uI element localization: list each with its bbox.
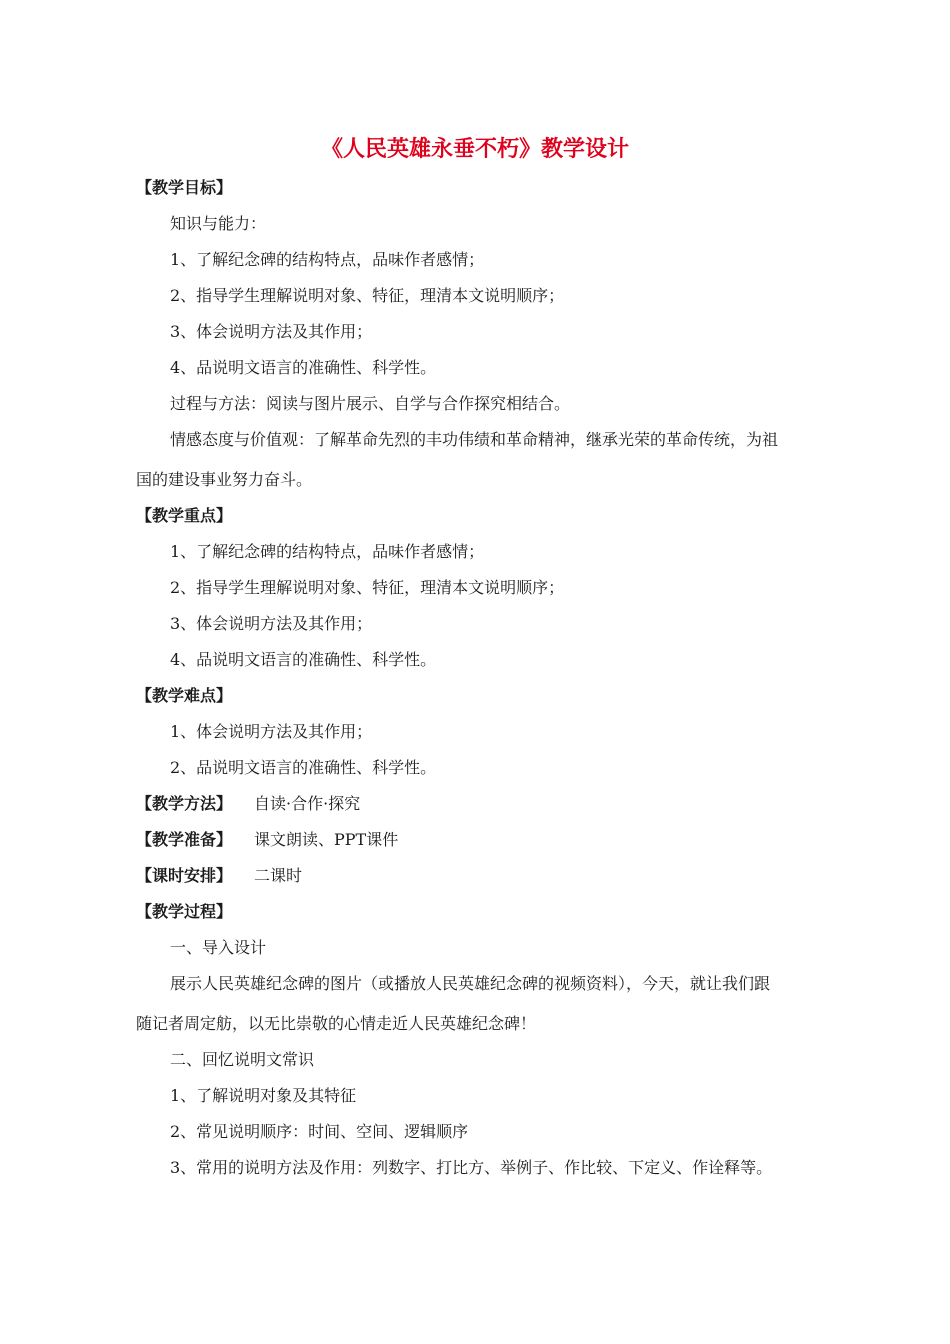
document-title: 《人民英雄永垂不朽》教学设计	[320, 137, 629, 162]
objective-item: 1、了解纪念碑的结构特点，品味作者感情；	[170, 250, 485, 269]
knowledge-label: 知识与能力：	[170, 214, 267, 233]
objective-item: 4、品说明文语言的准确性、科学性。	[170, 358, 437, 377]
method-value: 自读·合作·探究	[254, 794, 361, 813]
key-point-item: 4、品说明文语言的准确性、科学性。	[170, 650, 437, 669]
preparation-value: 课文朗读、PPT课件	[254, 830, 399, 849]
section2-item: 3、常用的说明方法及作用：列数字、打比方、举例子、作比较、下定义、作诠释等。	[170, 1158, 773, 1177]
key-point-item: 3、体会说明方法及其作用；	[170, 614, 373, 633]
schedule-heading: 【课时安排】	[136, 866, 233, 885]
difficult-points-heading: 【教学难点】	[136, 686, 233, 705]
difficult-point-item: 2、品说明文语言的准确性、科学性。	[170, 758, 437, 777]
section2-title: 二、回忆说明文常识	[170, 1050, 315, 1069]
key-point-item: 2、指导学生理解说明对象、特征，理清本文说明顺序；	[170, 578, 565, 597]
emotion-line-1: 情感态度与价值观：了解革命先烈的丰功伟绩和革命精神，继承光荣的革命传统，为祖	[170, 430, 779, 449]
process-heading: 【教学过程】	[136, 902, 233, 921]
section1-title: 一、导入设计	[170, 938, 267, 957]
objectives-heading: 【教学目标】	[136, 178, 233, 197]
key-points-heading: 【教学重点】	[136, 506, 233, 525]
difficult-point-item: 1、体会说明方法及其作用；	[170, 722, 373, 741]
objective-item: 2、指导学生理解说明对象、特征，理清本文说明顺序；	[170, 286, 565, 305]
key-point-item: 1、了解纪念碑的结构特点，品味作者感情；	[170, 542, 485, 561]
section1-line-2: 随记者周定舫，以无比崇敬的心情走近人民英雄纪念碑！	[136, 1014, 537, 1033]
emotion-line-2: 国的建设事业努力奋斗。	[136, 470, 313, 489]
method-heading: 【教学方法】	[136, 794, 233, 813]
schedule-value: 二课时	[254, 866, 303, 885]
process-method-line: 过程与方法：阅读与图片展示、自学与合作探究相结合。	[170, 394, 571, 413]
preparation-heading: 【教学准备】	[136, 830, 233, 849]
section2-item: 1、了解说明对象及其特征	[170, 1086, 357, 1105]
objective-item: 3、体会说明方法及其作用；	[170, 322, 373, 341]
section2-item: 2、常见说明顺序：时间、空间、逻辑顺序	[170, 1122, 469, 1141]
section1-line-1: 展示人民英雄纪念碑的图片（或播放人民英雄纪念碑的视频资料），今天，就让我们跟	[170, 974, 771, 993]
